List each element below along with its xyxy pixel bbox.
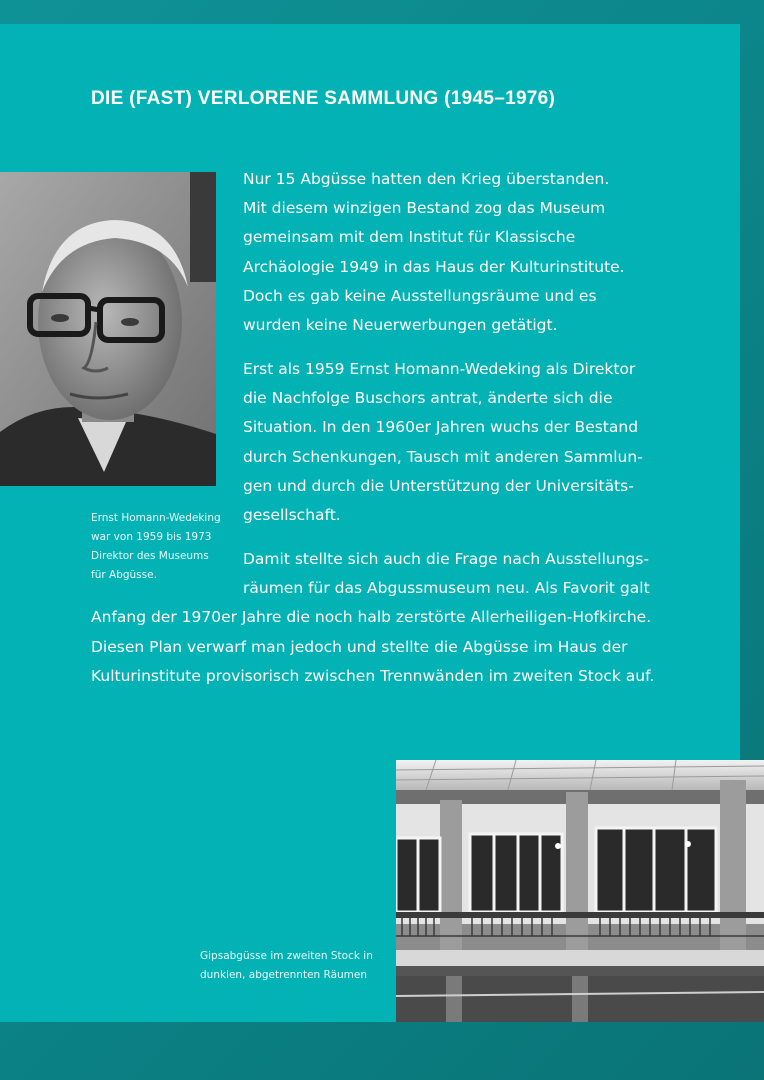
paragraph-2: [243, 355, 703, 530]
paragraph-line: Erst als 1959 Ernst Homann-Wedeking als Direktor: [243, 360, 636, 378]
paragraph-line: Kulturinstitute provisorisch zwischen Trennwänden im zweiten Stock auf.: [91, 666, 655, 685]
portrait-caption-line: für Abgüsse.: [91, 569, 157, 581]
paragraph-line: die Nachfolge Buschors antrat, änderte sich die: [243, 389, 613, 408]
paragraph-1: [243, 165, 703, 340]
paragraph-3: [91, 545, 721, 691]
paragraph-line: Diesen Plan verwarf man jedoch und stellte die Abgüsse im Haus der: [91, 637, 628, 656]
paragraph-line: Mit diesem winzigen Bestand zog das Museum: [243, 199, 606, 218]
portrait-photo: [0, 172, 216, 486]
paragraph-line: Damit stellte sich auch die Frage nach Ausstellungs-: [243, 550, 650, 568]
paragraph-line: Situation. In den 1960er Jahren wuchs der Bestand: [243, 418, 639, 437]
paragraph-line: gesellschaft.: [243, 506, 341, 525]
paragraph-line: Nur 15 Abgüsse hatten den Krieg überstanden.: [243, 170, 610, 188]
portrait-caption-line: Ernst Homann-Wedeking: [91, 512, 221, 524]
gallery-caption: [200, 947, 390, 985]
gallery-caption-line: Gipsabgüsse im zweiten Stock in: [200, 950, 373, 962]
gallery-caption-line: dunklen, abgetrennten Räumen: [200, 969, 368, 981]
paragraph-line: gen und durch die Unterstützung der Universitäts-: [243, 476, 634, 495]
page-title: DIE (FAST) VERLORENE SAMMLUNG (1945–1976): [91, 88, 556, 109]
paragraph-line: räumen für das Abgussmuseum neu. Als Favorit galt: [243, 579, 650, 598]
paragraph-line: Doch es gab keine Ausstellungsräume und es: [243, 286, 597, 305]
portrait-caption-line: Direktor des Museums: [91, 550, 209, 562]
paragraph-line: durch Schenkungen, Tausch mit anderen Sammlun-: [243, 447, 643, 466]
portrait-caption-line: war von 1959 bis 1973: [91, 531, 212, 543]
paragraph-line: Archäologie 1949 in das Haus der Kulturinstitute.: [243, 257, 625, 276]
paragraph-line: gemeinsam mit dem Institut für Klassische: [243, 228, 576, 247]
paragraph-line: Anfang der 1970er Jahre die noch halb zerstörte Allerheiligen-Hofkirche.: [91, 608, 652, 627]
paragraph-line: wurden keine Neuerwerbungen getätigt.: [243, 316, 558, 335]
gallery-photo: [396, 760, 764, 1022]
